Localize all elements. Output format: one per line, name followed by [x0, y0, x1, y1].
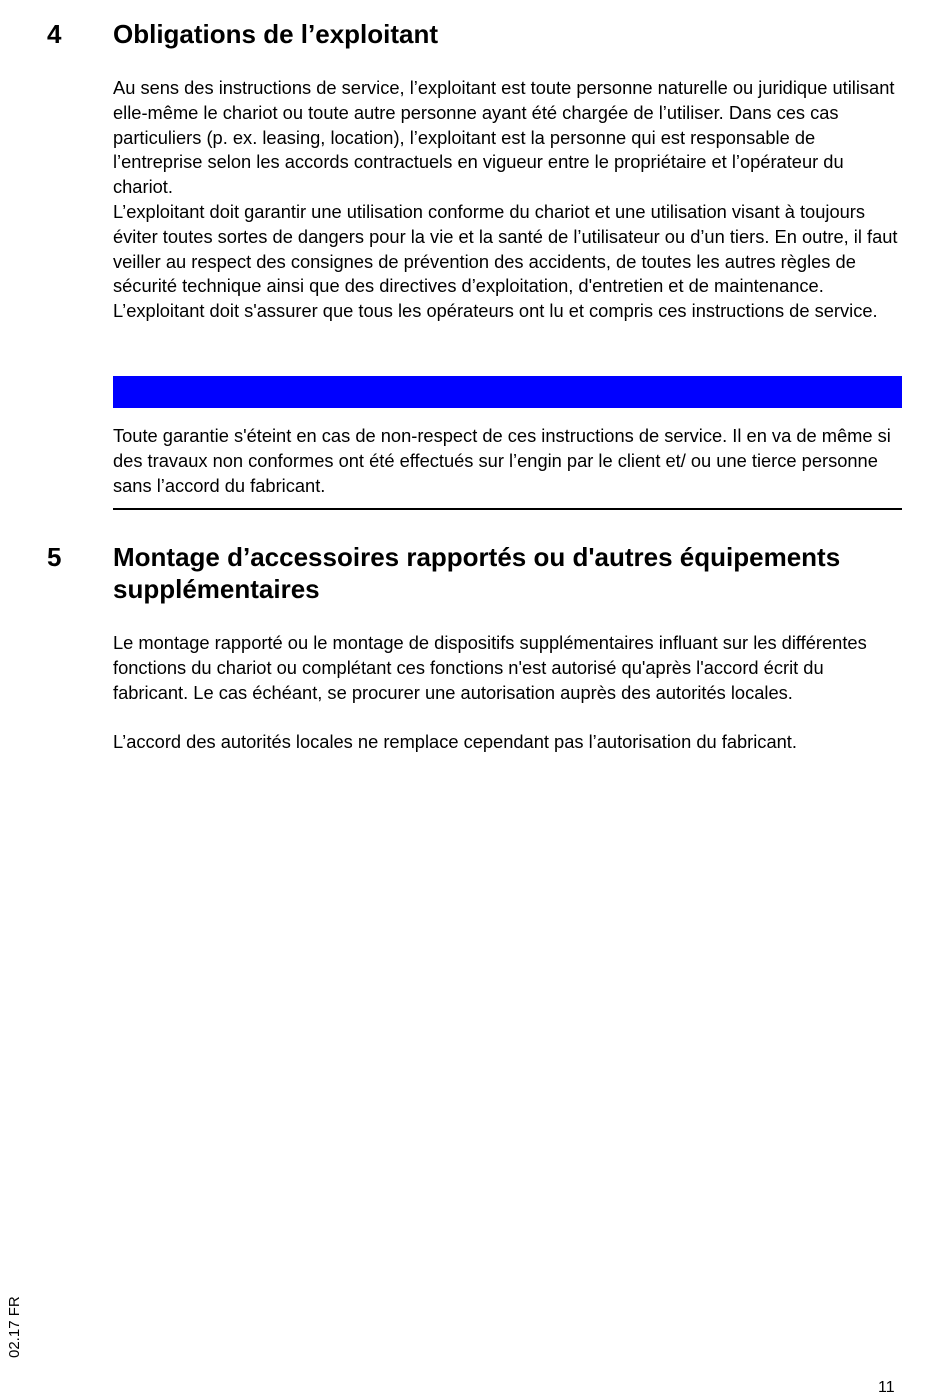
section-4-paragraph-1: Au sens des instructions de service, l’exploitant est toute personne naturelle ou juridique utilisant elle-même le chariot ou toute autre personne ayant été chargée de l’utiliser. Dans ces cas particuliers (p. ex. leasing, location), l’exploitant est la personne qui est responsable de l’entreprise selon les accords contractuels en vigueur entre le propriétaire et l’opérateur du chariot.	[113, 77, 895, 198]
section-divider	[113, 508, 902, 510]
section-4-number: 4	[47, 19, 62, 49]
section-5-number: 5	[47, 542, 62, 572]
notice-bar	[113, 376, 902, 408]
page-number: 11	[878, 1379, 895, 1396]
section-4-title: Obligations de l’exploitant	[113, 19, 439, 49]
section-5-paragraph-2: L’accord des autorités locales ne remplace cependant pas l’autorisation du fabricant.	[113, 731, 797, 752]
section-5-paragraph-1: Le montage rapporté ou le montage de dispositifs supplémentaires influant sur les différentes fonctions du chariot ou complétant ces fonctions n'est autorisé qu'après l'accord écrit du fabricant. Le cas échéant, se procurer une autorisation auprès des autorités locales.	[113, 632, 867, 703]
edition-label: 02.17 FR	[6, 1296, 23, 1358]
warranty-notice-text: Toute garantie s'éteint en cas de non-respect de ces instructions de service. Il en va de même si des travaux non conformes ont été effectués sur l’engin par le client et/ ou une tierce personne sans l’accord du fabricant.	[113, 425, 891, 496]
section-4-paragraph-2: L’exploitant doit garantir une utilisation conforme du chariot et une utilisation visant à toujours éviter toutes sortes de dangers pour la vie et la santé de l’utilisateur ou d’un tiers. En outre, il faut veiller au respect des consignes de prévention des accidents, de toutes les autres règles de sécurité technique ainsi que des directives d’exploitation, d'entretien et de maintenance. L’exploitant doit s'assurer que tous les opérateurs ont lu et compris ces instructions de service.	[113, 201, 898, 322]
section-5-title: Montage d’accessoires rapportés ou d'autres équipements supplémentaires	[113, 542, 841, 604]
